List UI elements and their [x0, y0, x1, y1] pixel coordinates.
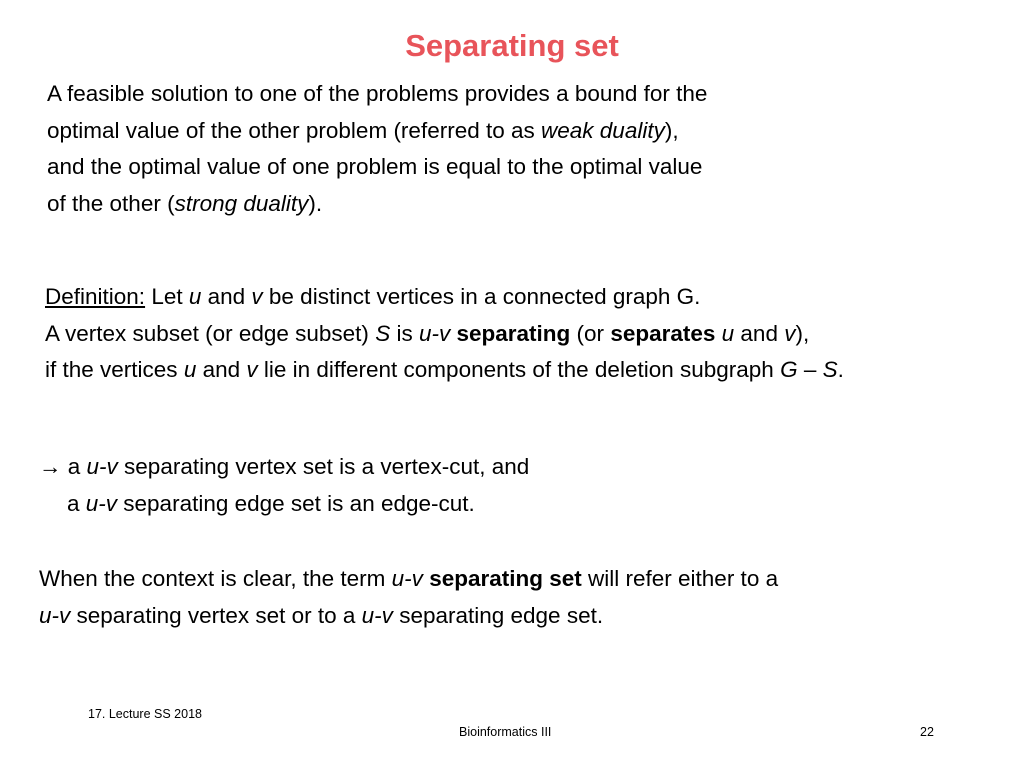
text-run: separating edge set is an edge-cut. [117, 490, 475, 516]
text-run: of the other ( [47, 190, 175, 216]
text-run: ), [664, 117, 679, 143]
text-run: a [61, 454, 87, 479]
text-run: – [797, 357, 823, 382]
text-run: and [196, 357, 247, 382]
paragraph-line [47, 76, 707, 113]
text-run: is [390, 320, 419, 346]
text-run: separating edge set. [392, 602, 604, 628]
math-var: u [188, 284, 202, 309]
separating-set-term: separating set [429, 566, 582, 591]
math-var: u-v [85, 490, 118, 516]
weak-duality-term: weak duality [541, 117, 665, 143]
right-arrow-icon: → [39, 454, 62, 479]
text-run: a [67, 490, 86, 516]
text-run: ). [308, 190, 323, 216]
text-run: and [201, 284, 252, 309]
definition-label: Definition: [45, 284, 146, 309]
paragraph-line [47, 149, 707, 186]
footer-course: Bioinformatics III [459, 725, 552, 739]
math-var: S [822, 357, 838, 382]
consequence-paragraph [39, 449, 529, 522]
text-run: lie in different components of the deletion subgraph [257, 357, 781, 382]
text-run: separating vertex set is a vertex-cut, and [117, 454, 530, 479]
text-run: will refer either to a [581, 566, 779, 591]
consequence-line [39, 449, 529, 486]
math-var: v [246, 357, 258, 382]
paragraph-line [47, 186, 707, 223]
text-run: Let [145, 284, 189, 309]
text-run: be distinct vertices in a connected graph G. [262, 284, 701, 309]
math-var: u [721, 320, 735, 346]
math-var: v [251, 284, 263, 309]
text-run: optimal value of the other problem (referred to as [47, 117, 542, 143]
text-run: ), [795, 320, 810, 346]
text-run: A vertex subset (or edge subset) [45, 320, 376, 346]
math-var: u-v [391, 566, 423, 591]
math-var: G [780, 357, 798, 382]
definition-line [45, 352, 844, 389]
definition-paragraph [45, 279, 844, 389]
duality-paragraph [47, 76, 707, 222]
math-var: u-v [39, 602, 71, 628]
math-var: u [183, 357, 197, 382]
strong-duality-term: strong duality [174, 190, 309, 216]
paragraph-line [47, 113, 707, 150]
remark-line [39, 561, 778, 598]
definition-line [45, 316, 844, 353]
definition-line [45, 279, 844, 316]
text-run: A feasible solution to one of the problems provides a bound for the [47, 81, 708, 106]
remark-line [39, 598, 778, 635]
text-run: and [734, 320, 785, 346]
slide-title: Separating set [405, 28, 619, 63]
math-var: u-v [418, 320, 451, 346]
math-var: v [784, 320, 796, 346]
text-run: if the vertices [45, 357, 184, 382]
text-run: . [837, 357, 844, 382]
text-run: separating vertex set or to a [70, 602, 362, 628]
separates-term: separates [610, 320, 716, 346]
remark-paragraph [39, 561, 778, 634]
text-run: When the context is clear, the term [39, 566, 392, 591]
separating-term: separating [456, 320, 571, 346]
footer-lecture: 17. Lecture SS 2018 [88, 707, 202, 721]
footer-page-number: 22 [920, 725, 934, 739]
consequence-line [39, 486, 529, 523]
text-run: and the optimal value of one problem is equal to the optimal value [47, 154, 703, 179]
math-var: S [375, 320, 391, 346]
math-var: u-v [86, 454, 118, 479]
text-run: (or [570, 320, 611, 346]
math-var: u-v [361, 602, 393, 628]
